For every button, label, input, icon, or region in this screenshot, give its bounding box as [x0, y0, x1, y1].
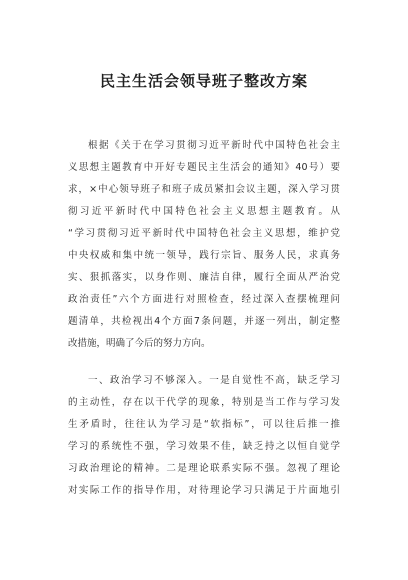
- paragraph-intro: [68, 135, 340, 355]
- paragraph-line: 生矛盾时，往往认为学习是“软指标”，可以往后推一推: [68, 419, 340, 430]
- paragraph-line: 对实际工作的指导作用，对待理论学习只满足于片面地引: [68, 485, 340, 496]
- paragraph-line: 的主动性，存在以干代学的现象，特别是当工作与学习发: [68, 397, 340, 408]
- paragraph-line: 求，×中心领导班子和班子成员紧扣会议主题，深入学习贯: [68, 184, 340, 195]
- paragraph-line: 改措施，明确了今后的努力方向。: [68, 338, 211, 349]
- paragraph-line: 学习的系统性不强，学习效果不佳，缺乏持之以恒自觉学: [68, 441, 340, 452]
- paragraph-line: 根据《关于在学习贯彻习近平新时代中国特色社会主: [88, 140, 340, 151]
- document-title: 民主生活会领导班子整改方案: [99, 72, 308, 90]
- paragraph-line: 政治责任”六个方面进行对照检查，经过深入查摆梳理问: [68, 294, 340, 305]
- paragraph-line: “学习贯彻习近平新时代中国特色社会主义思想，维护党: [68, 228, 340, 239]
- paragraph-line: 中央权威和集中统一领导，践行宗旨、服务人民，求真务: [68, 250, 340, 261]
- paragraph-line: 题清单，共检视出4个方面7条问题，并逐一列出，制定整: [68, 316, 340, 327]
- paragraph-line: 彻习近平新时代中国特色社会主义思想主题教育。从: [68, 206, 340, 217]
- paragraph-line: 习政治理论的精神。二是理论联系实际不强。忽视了理论: [68, 463, 340, 474]
- paragraph-line: 实、狠抓落实，以身作则、廉洁自律，履行全面从严治党: [68, 272, 340, 283]
- paragraph-section-one: [68, 370, 340, 502]
- paragraph-line: 一、政治学习不够深入。一是自觉性不高，缺乏学习: [88, 375, 340, 386]
- paragraph-line: 义思想主题教育中开好专题民主生活会的通知》40号）要: [68, 162, 340, 173]
